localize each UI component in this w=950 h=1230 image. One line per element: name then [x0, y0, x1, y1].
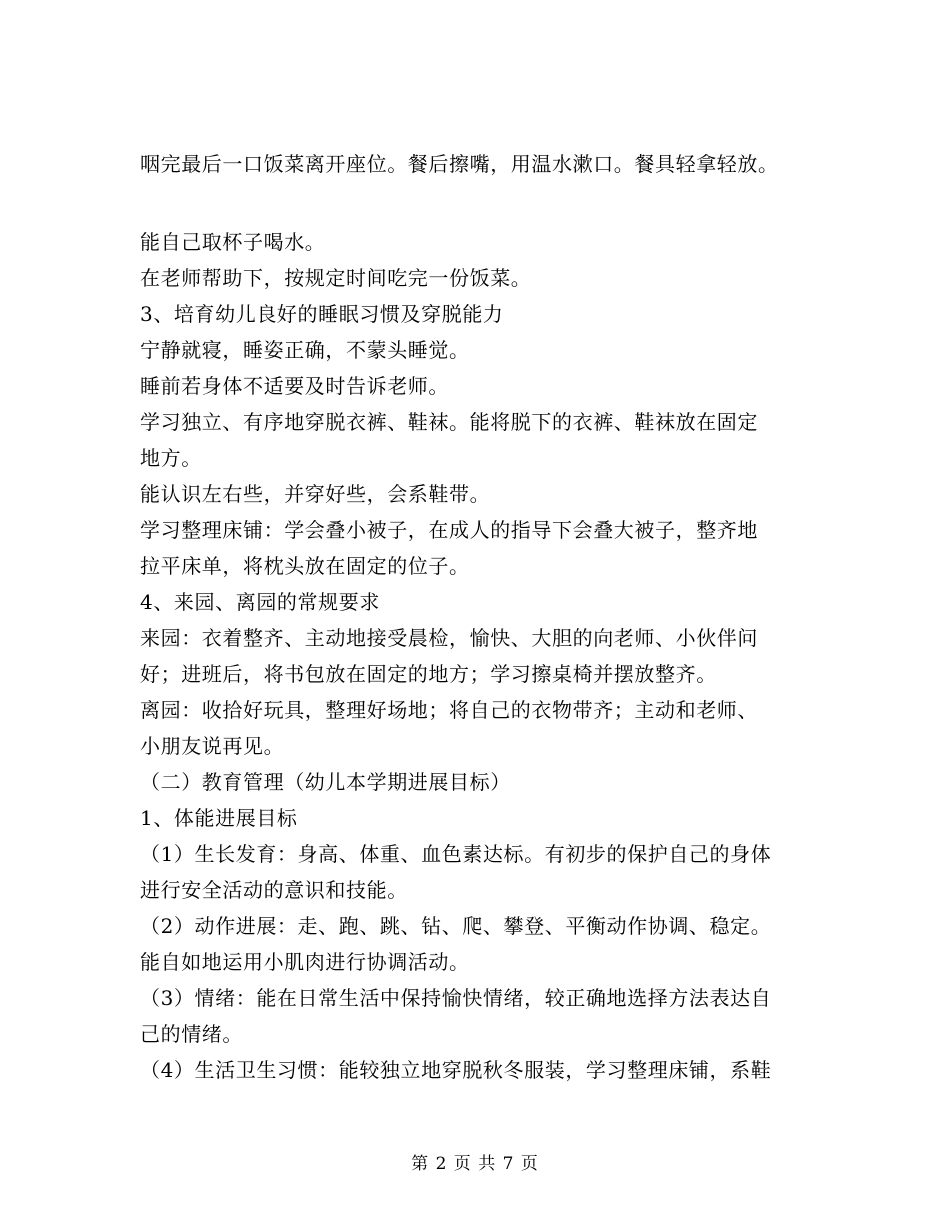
text-line: 小朋友说再见。	[140, 734, 285, 758]
text-line: （3）情绪：能在日常生活中保持愉快情绪，较正确地选择方法表达自	[140, 986, 772, 1010]
text-line: 宁静就寝，睡姿正确，不蒙头睡觉。	[140, 338, 470, 362]
text-line: 咽完最后一口饭菜离开座位。餐后擦嘴，用温水漱口。餐具轻拿轻放。	[140, 152, 779, 176]
text-line: 学习整理床铺：学会叠小被子，在成人的指导下会叠大被子，整齐地	[140, 518, 758, 542]
text-line: （1）生长发育：身高、体重、血色素达标。有初步的保护自己的身体	[140, 842, 772, 866]
text-line: （2）动作进展：走、跑、跳、钻、爬、攀登、平衡动作协调、稳定。	[140, 914, 772, 938]
text-line: 能认识左右些，并穿好些，会系鞋带。	[140, 482, 491, 506]
text-line: 己的情绪。	[140, 1022, 243, 1046]
section-heading: 1、体能进展目标	[140, 806, 298, 830]
text-line: 来园：衣着整齐、主动地接受晨检，愉快、大胆的向老师、小伙伴问	[140, 626, 758, 650]
text-line: 地方。	[140, 446, 202, 470]
text-line: 离园：收拾好玩具，整理好场地；将自己的衣物带齐；主动和老师、	[140, 698, 758, 722]
text-line: 睡前若身体不适要及时告诉老师。	[140, 374, 449, 398]
text-line: 好；进班后，将书包放在固定的地方；学习擦桌椅并摆放整齐。	[140, 662, 717, 686]
paragraph-gap	[140, 182, 820, 224]
section-heading: 3、培育幼儿良好的睡眠习惯及穿脱能力	[140, 302, 504, 326]
text-line: （4）生活卫生习惯：能较独立地穿脱秋冬服装，学习整理床铺，系鞋	[140, 1058, 772, 1082]
text-line: 学习独立、有序地穿脱衣裤、鞋袜。能将脱下的衣裤、鞋袜放在固定	[140, 410, 758, 434]
text-line: 能自己取杯子喝水。	[140, 230, 326, 254]
page-number: 第 2 页 共 7 页	[411, 1154, 539, 1174]
text-line: 在老师帮助下，按规定时间吃完一份饭菜。	[140, 266, 532, 290]
document-body	[140, 146, 820, 1088]
text-line: 进行安全活动的意识和技能。	[140, 878, 408, 902]
section-heading: 4、来园、离园的常规要求	[140, 590, 380, 614]
text-line: 拉平床单，将枕头放在固定的位子。	[140, 554, 470, 578]
text-line: 能自如地运用小肌肉进行协调活动。	[140, 950, 470, 974]
section-heading: （二）教育管理（幼儿本学期进展目标）	[140, 770, 511, 794]
